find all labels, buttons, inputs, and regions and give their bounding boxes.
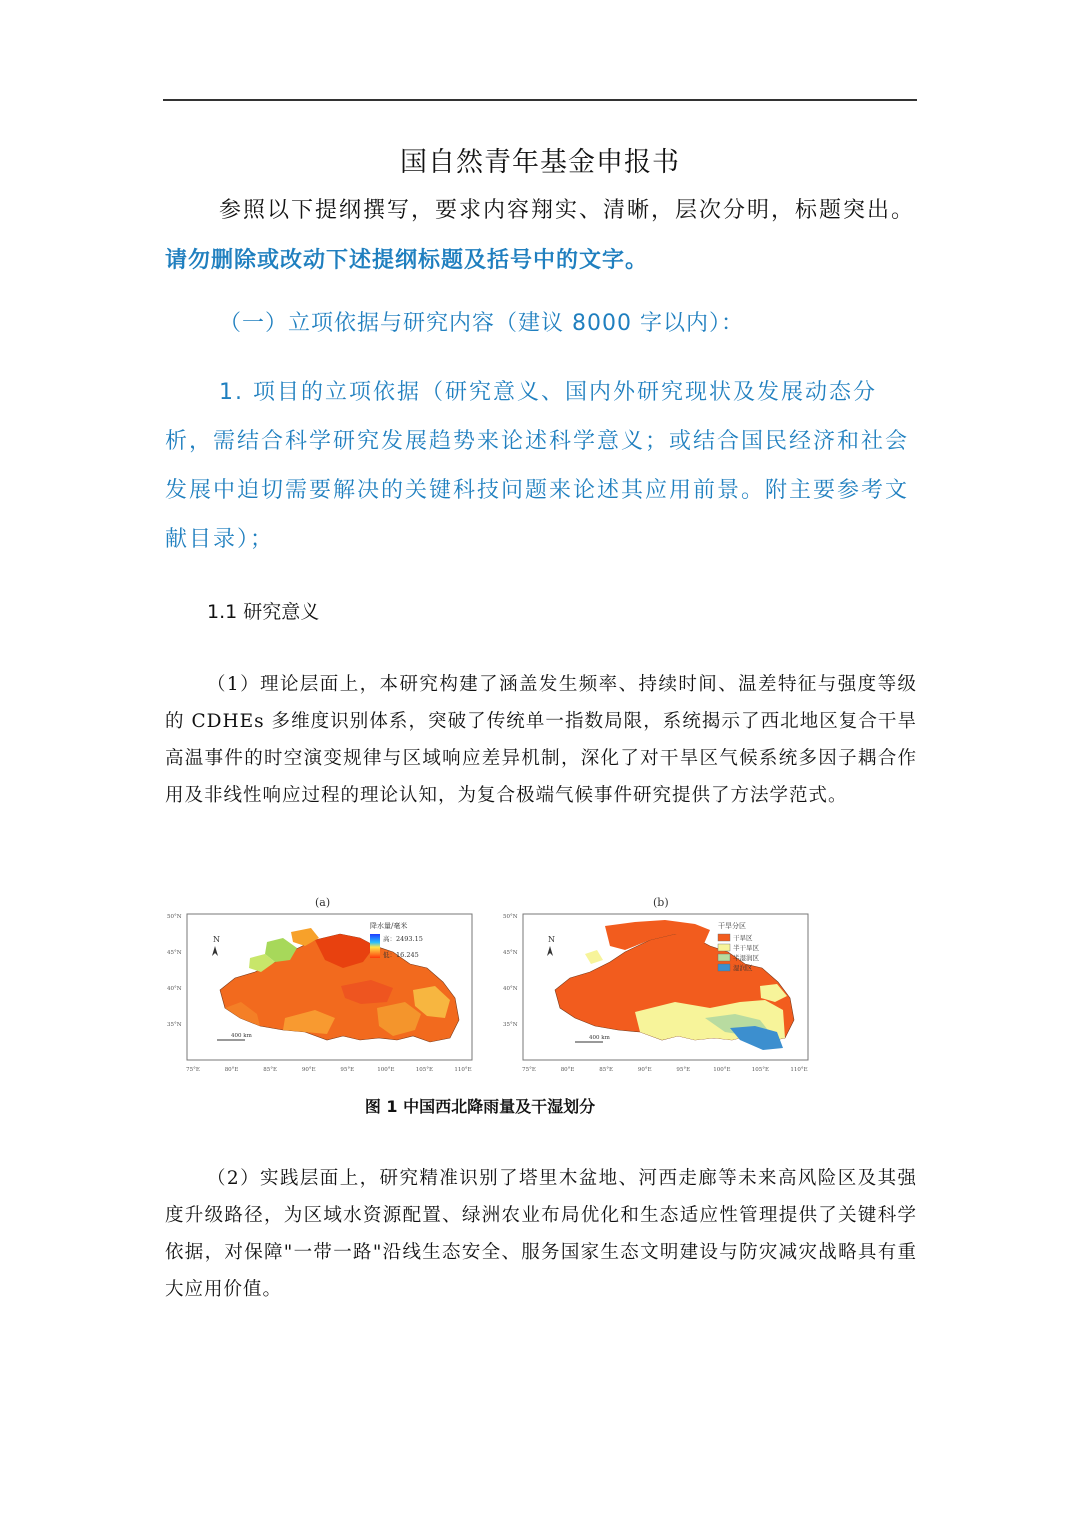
- north-arrow-a: N: [213, 935, 220, 944]
- x-tick-label: 100°E: [713, 1067, 731, 1073]
- x-tick-label: 105°E: [751, 1067, 770, 1073]
- x-tick-label: 80°E: [560, 1067, 575, 1073]
- x-tick-label: 85°E: [263, 1067, 278, 1073]
- x-tick-label: 90°E: [637, 1067, 652, 1073]
- document-title: 国自然青年基金申报书: [400, 147, 680, 178]
- heading-1-1: 1.1 研究意义: [207, 601, 320, 623]
- figure-1-caption: 图 1 中国西北降雨量及干湿划分: [364, 1097, 596, 1116]
- x-tick-label: 80°E: [224, 1067, 239, 1073]
- x-tick-label: 105°E: [415, 1067, 434, 1073]
- panel-b-label: (b): [653, 896, 669, 909]
- x-tick-label: 110°E: [790, 1067, 808, 1073]
- panel-a-label: (a): [315, 896, 331, 909]
- subsection-1-note: （研究意义、国内外研究现状及发展动态分析，需结合科学研究发展趋势来论述科学意义；或结合国民经济和社会发展中迫切需要解决的关键科技问题来论述其应用前景。附主要参考文献目录）；: [165, 380, 910, 552]
- x-tick-label: 95°E: [340, 1067, 355, 1073]
- legend-b-label: 湿润区: [733, 964, 753, 972]
- x-tick-label: 90°E: [301, 1067, 316, 1073]
- y-tick-label: 45°N: [503, 950, 518, 956]
- y-tick-label: 35°N: [167, 1022, 182, 1028]
- panel-a-map: [167, 914, 472, 1060]
- legend-a-title: 降水量/毫米: [370, 922, 408, 930]
- y-tick-label: 40°N: [503, 986, 518, 992]
- y-tick-label: 45°N: [167, 950, 182, 956]
- legend-b-swatch: [718, 934, 730, 941]
- figure-1-maps: [165, 890, 815, 1075]
- legend-b-label: 干旱区: [733, 934, 753, 942]
- x-tick-label: 100°E: [377, 1067, 395, 1073]
- legend-a-high: 高：2493.15: [383, 935, 423, 943]
- legend-a-low: 低：16.245: [383, 951, 419, 959]
- paragraph-practice: （2）实践层面上，研究精准识别了塔里木盆地、河西走廊等未来高风险区及其强度升级路径，为区域水资源配置、绿洲农业布局优化和生态适应性管理提供了关键科学依据，对保障"一带一路"沿线生态安全、服务国家生态文明建设与防灾减灾战略具有重大应用价值。: [165, 1168, 917, 1300]
- scale-b: 400 km: [589, 1035, 610, 1041]
- header-rule: [163, 99, 917, 101]
- intro-paragraph: 参照以下提纲撰写，要求内容翔实、清晰，层次分明，标题突出。: [219, 198, 916, 223]
- legend-b-swatch: [718, 964, 730, 971]
- x-tick-label: 75°E: [522, 1067, 536, 1073]
- x-tick-label: 75°E: [186, 1067, 200, 1073]
- subsection-1: [165, 368, 917, 564]
- section-heading-1: （一）立项依据与研究内容（建议 8000 字以内）：: [219, 311, 744, 336]
- y-tick-label: 50°N: [167, 914, 182, 920]
- legend-b-swatch: [718, 944, 730, 951]
- subsection-1-heading: 1. 项目的立项依据: [219, 380, 421, 405]
- panel-b-map: [503, 914, 808, 1060]
- legend-b-swatch: [718, 954, 730, 961]
- scale-a: 400 km: [231, 1033, 252, 1039]
- warning-text: 请勿删除或改动下述提纲标题及括号中的文字。: [165, 248, 649, 273]
- y-tick-label: 35°N: [503, 1022, 518, 1028]
- legend-b-label: 半干旱区: [733, 944, 759, 952]
- legend-b-label: 半湿润区: [733, 954, 759, 962]
- paragraph-theory: （1）理论层面上，本研究构建了涵盖发生频率、持续时间、温差特征与强度等级的 CDHEs 多维度识别体系，突破了传统单一指数局限，系统揭示了西北地区复合干旱高温事件的时空演变规律与区域响应差异机制，深化了对干旱区气候系统多因子耦合作用及非线性响应过程的理论认知，为复合极端气候事件研究提供了方法学范式。: [165, 674, 917, 806]
- x-tick-label: 110°E: [454, 1067, 472, 1073]
- y-tick-label: 40°N: [167, 986, 182, 992]
- y-tick-label: 50°N: [503, 914, 518, 920]
- north-arrow-b: N: [548, 935, 555, 944]
- x-tick-label: 95°E: [676, 1067, 691, 1073]
- legend-b-title: 干旱分区: [718, 922, 746, 930]
- x-tick-label: 85°E: [599, 1067, 614, 1073]
